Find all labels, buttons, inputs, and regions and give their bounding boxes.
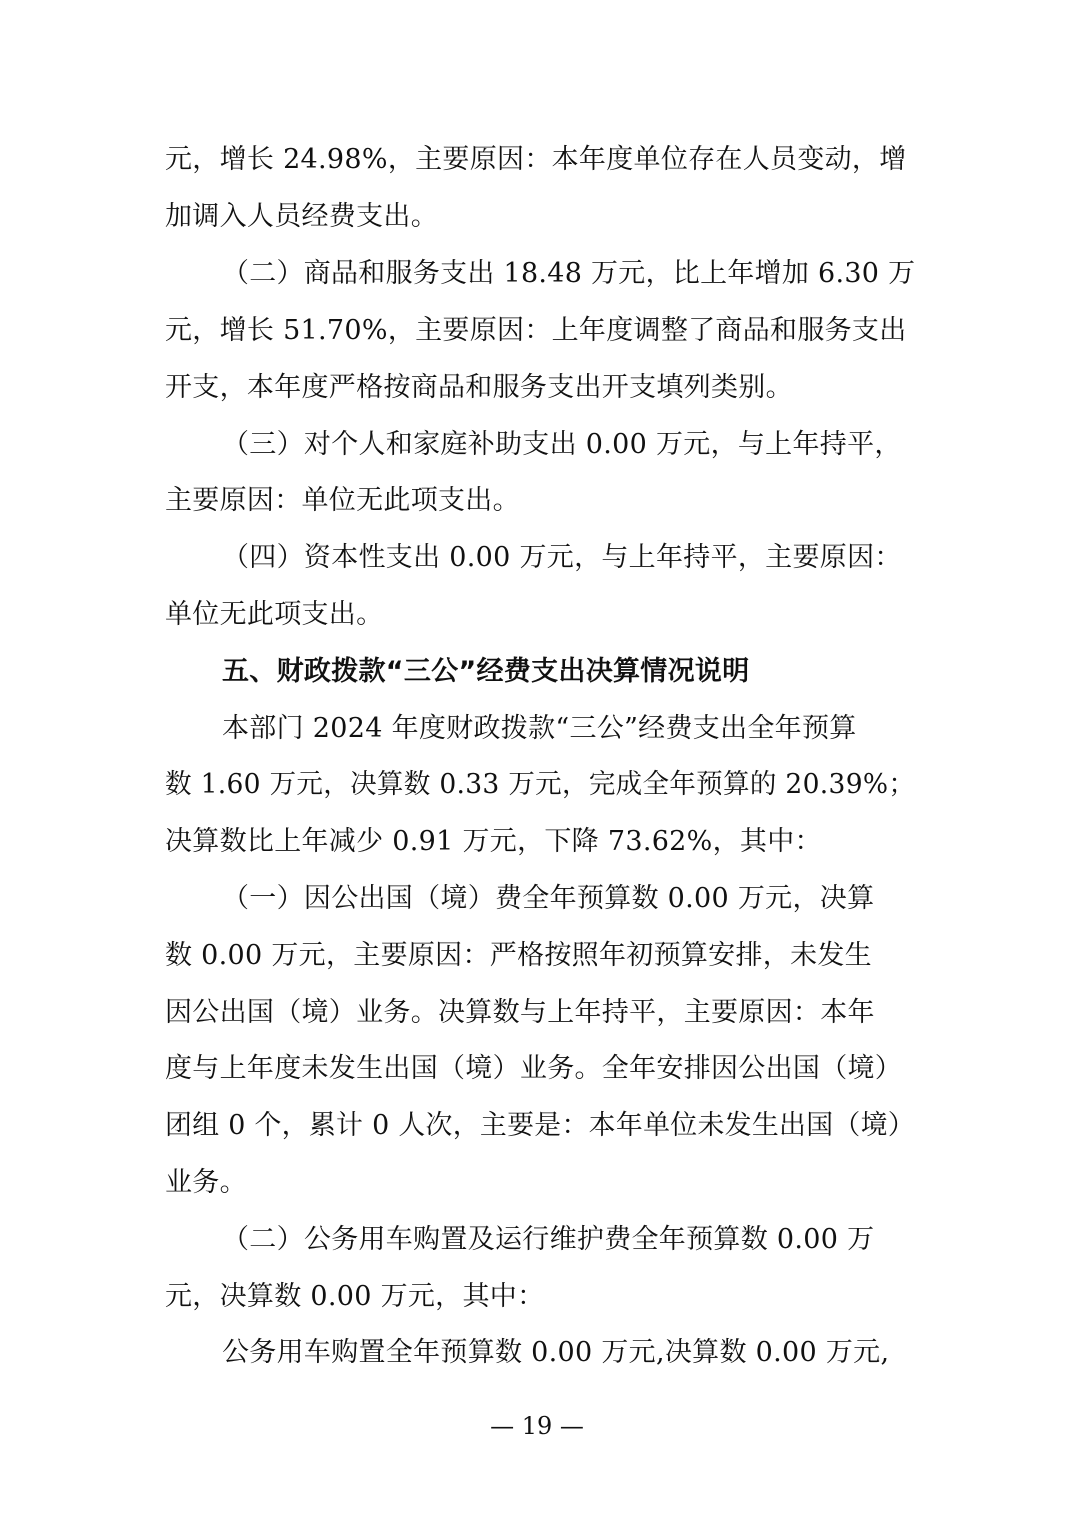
text-line: 开支，本年度严格按商品和服务支出开支填列类别。 bbox=[165, 372, 793, 403]
text-line: （四）资本性支出 0.00 万元，与上年持平，主要原因： bbox=[222, 542, 902, 573]
text-line: 元，增长 51.70%，主要原因：上年度调整了商品和服务支出 bbox=[165, 315, 907, 346]
text-line: 决算数比上年减少 0.91 万元，下降 73.62%，其中： bbox=[165, 826, 822, 857]
text-line: 元，决算数 0.00 万元，其中： bbox=[165, 1281, 545, 1312]
text-line: （二）商品和服务支出 18.48 万元，比上年增加 6.30 万 bbox=[222, 258, 916, 289]
text-line: 业务。 bbox=[165, 1167, 247, 1198]
text-line: 因公出国（境）业务。决算数与上年持平，主要原因：本年 bbox=[165, 997, 875, 1028]
text-line: （二）公务用车购置及运行维护费全年预算数 0.00 万 bbox=[222, 1224, 875, 1255]
text-line: 元，增长 24.98%，主要原因：本年度单位存在人员变动，增 bbox=[165, 144, 907, 175]
text-line: 公务用车购置全年预算数 0.00 万元,决算数 0.00 万元, bbox=[222, 1337, 890, 1368]
text-line: 度与上年度未发生出国（境）业务。全年安排因公出国（境） bbox=[165, 1053, 903, 1084]
text-line: 团组 0 个，累计 0 人次，主要是：本年单位未发生出国（境） bbox=[165, 1110, 915, 1141]
text-line: 加调入人员经费支出。 bbox=[165, 201, 438, 232]
text-line: （一）因公出国（境）费全年预算数 0.00 万元，决算 bbox=[222, 883, 875, 914]
text-line: 数 0.00 万元，主要原因：严格按照年初预算安排，未发生 bbox=[165, 940, 872, 971]
text-line: 单位无此项支出。 bbox=[165, 599, 384, 630]
page-number: — 19 — bbox=[490, 1412, 584, 1440]
text-line: 本部门 2024 年度财政拨款“三公”经费支出全年预算 bbox=[222, 713, 857, 744]
text-line: 数 1.60 万元，决算数 0.33 万元，完成全年预算的 20.39%； bbox=[165, 769, 916, 800]
text-line: 主要原因：单位无此项支出。 bbox=[165, 485, 520, 516]
text-line: （三）对个人和家庭补助支出 0.00 万元，与上年持平， bbox=[222, 429, 902, 460]
section-heading: 五、财政拨款“三公”经费支出决算情况说明 bbox=[222, 656, 750, 687]
